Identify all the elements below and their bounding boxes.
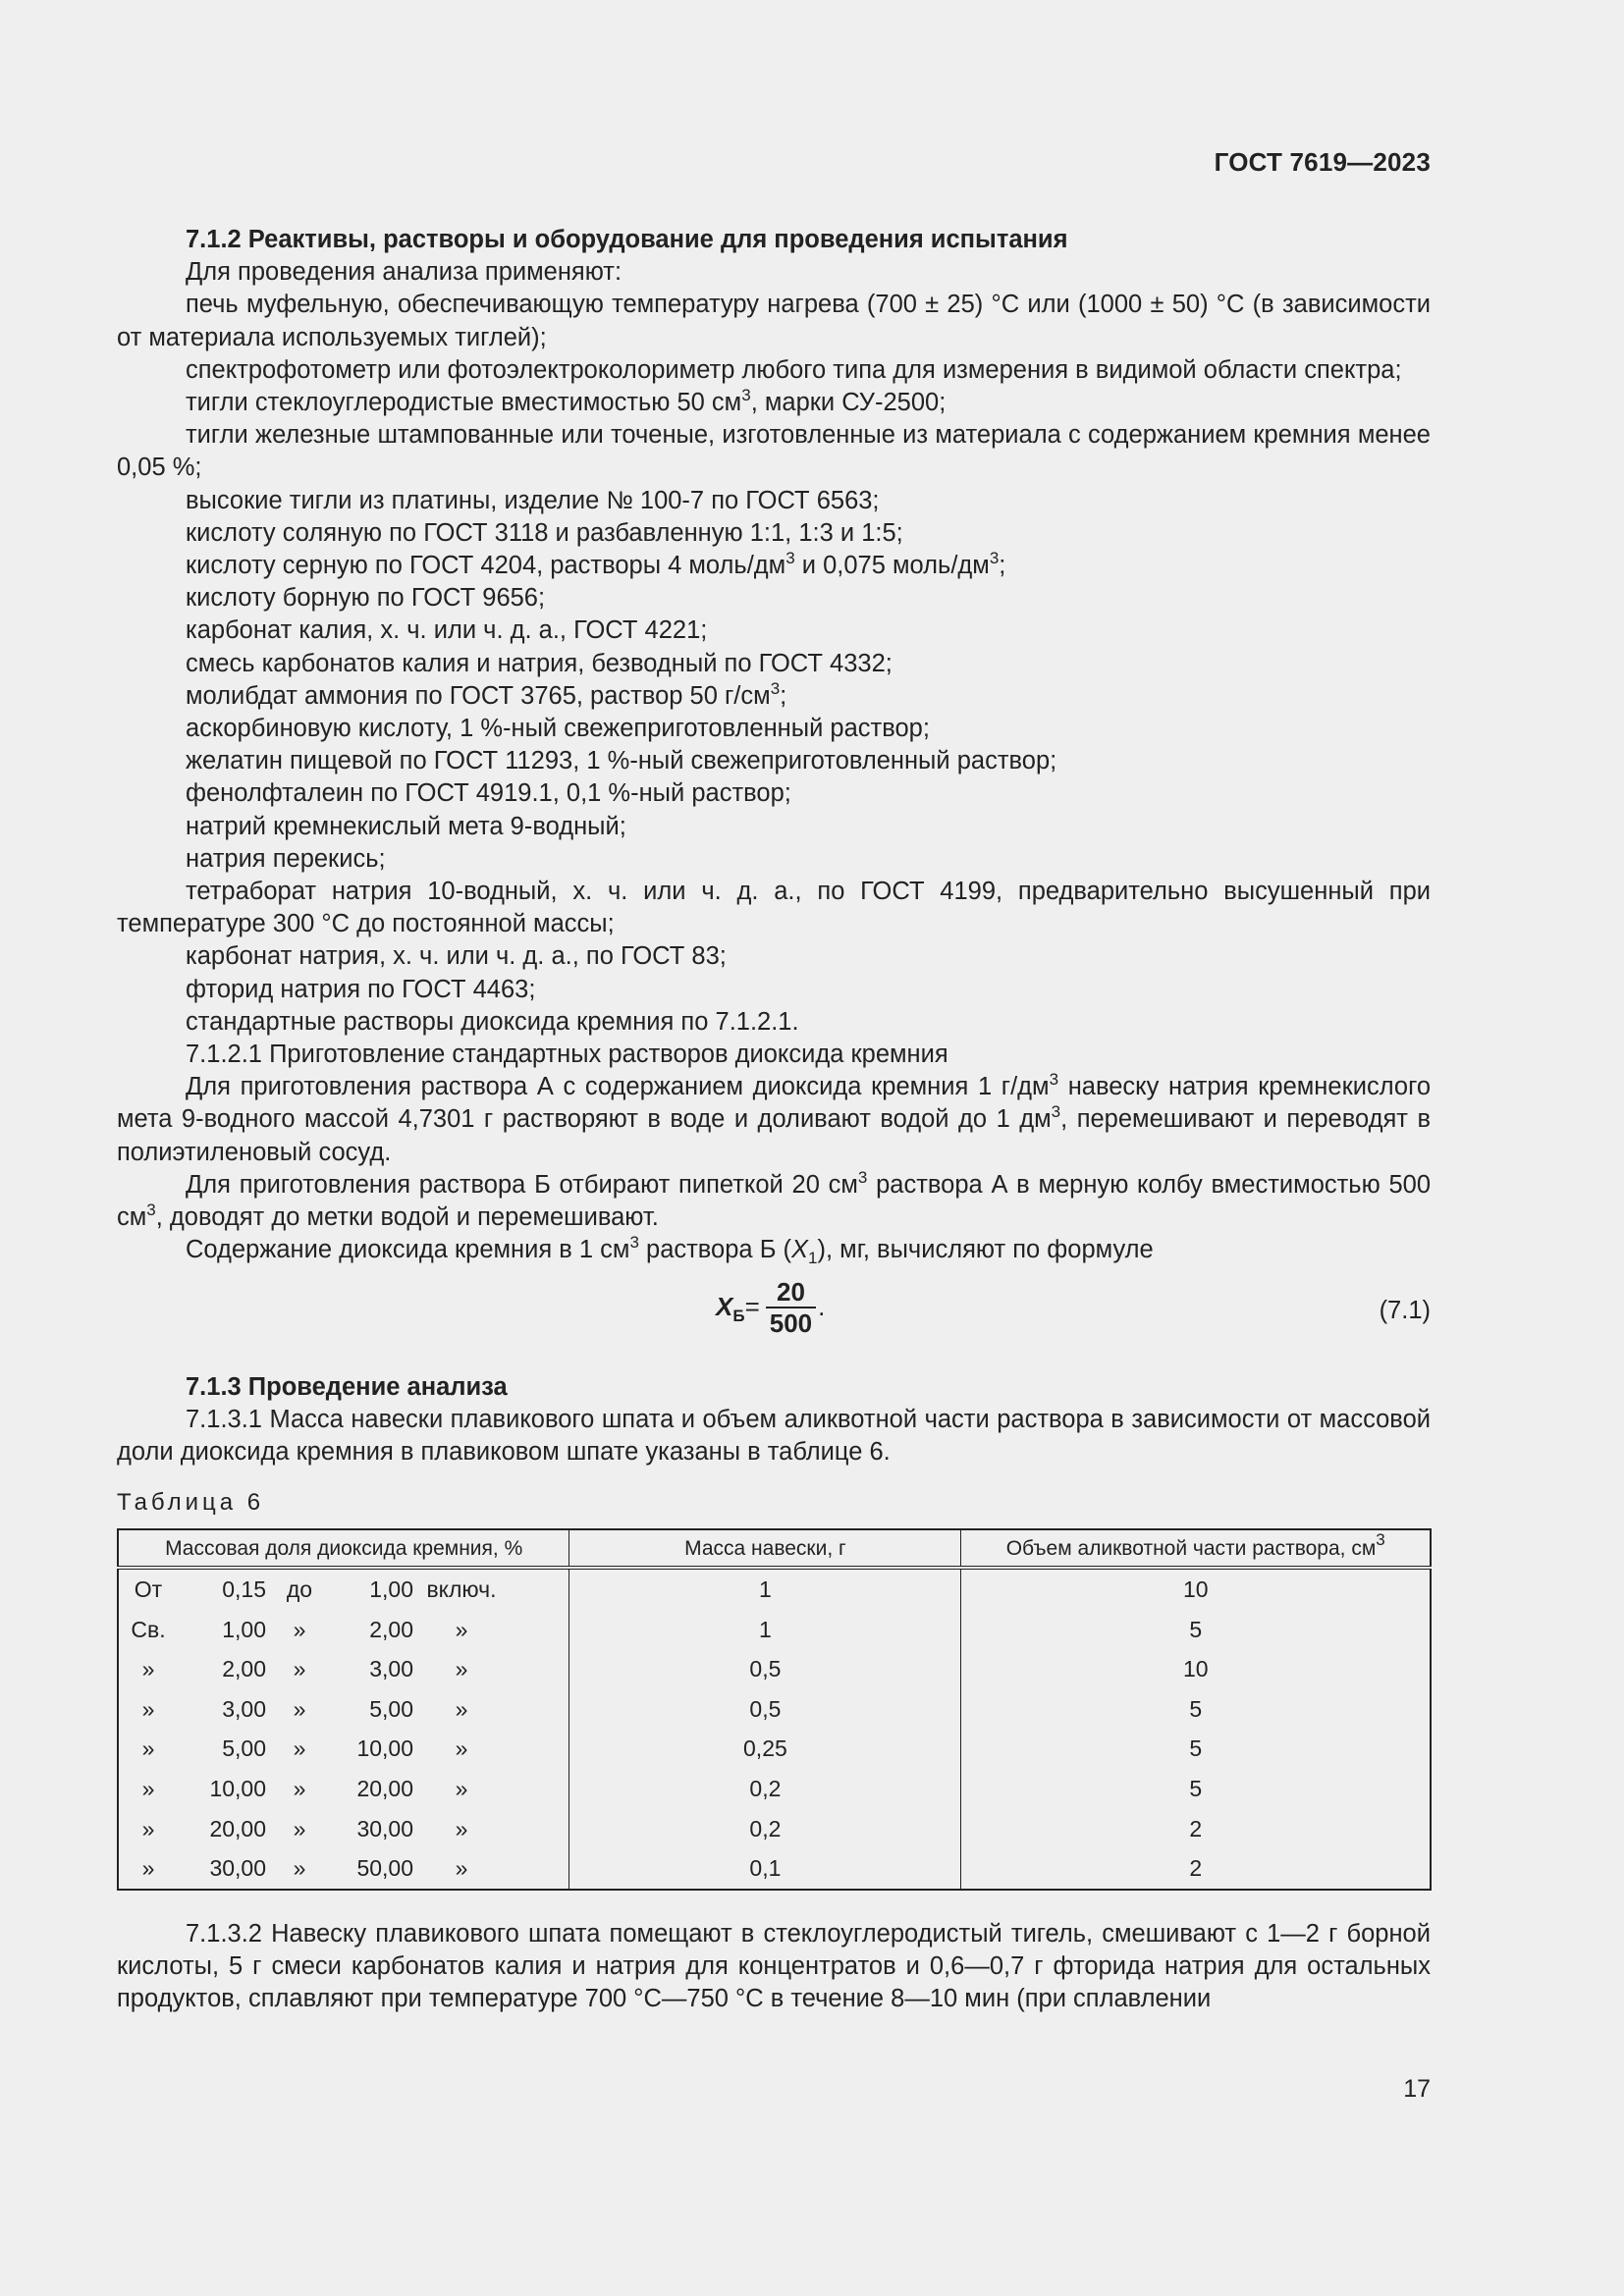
range-to-word: » — [293, 1656, 306, 1682]
table-row — [118, 1610, 1431, 1650]
list-item: аскорбиновую кислоту, 1 %-ный свежеприготовленный раствор; — [186, 715, 930, 743]
cell-mass-fraction-range — [118, 1650, 569, 1690]
table-body — [118, 1568, 1431, 1890]
range-from: 20,00 — [209, 1815, 266, 1842]
list-item: стандартные растворы диоксида кремния по 7.1.2.1. — [186, 1007, 799, 1036]
cell-sample-mass: 0,5 — [569, 1689, 961, 1730]
range-prefix: » — [141, 1855, 155, 1882]
list-item: карбонат натрия, х. ч. или ч. д. а., по ГОСТ 83; — [186, 942, 727, 971]
range-to-word: » — [293, 1735, 306, 1762]
formula-numerator: 20 — [776, 1276, 805, 1307]
cell-sample-mass: 1 — [569, 1610, 961, 1650]
section-heading-7-1-2-1: 7.1.2.1 Приготовление стандартных растворов диоксида кремния — [186, 1041, 948, 1069]
cell-sample-mass: 0,25 — [569, 1730, 961, 1770]
paragraph-intro: Для проведения анализа применяют: — [186, 258, 623, 287]
range-suffix: включ. — [426, 1576, 497, 1602]
range-to-word: » — [293, 1855, 306, 1882]
list-item: кислоту серную по ГОСТ 4204, растворы 4 моль/$дм^3$ и 0,075 моль/$дм^3$; — [186, 549, 1006, 580]
cell-aliquot-volume: 5 — [961, 1610, 1431, 1650]
list-item: молибдат аммония по ГОСТ 3765, раствор 50 $г/см^3$; — [186, 678, 787, 710]
formula-period: . — [818, 1291, 826, 1321]
range-from: 1,00 — [222, 1616, 266, 1642]
cell-mass-fraction-range — [118, 1809, 569, 1849]
range-to-word: до — [286, 1576, 313, 1602]
paragraph-7-1-3-1: 7.1.3.1 Масса навески плавикового шпата и объем аликвотной части раствора в зависимости от массовой доли диоксида кремния в плавиковом шпате указаны в таблице 6. — [117, 1405, 1431, 1466]
range-to: 10,00 — [356, 1735, 413, 1762]
list-item: кислоту борную по ГОСТ 9656; — [186, 584, 546, 613]
range-to: 1,00 — [369, 1576, 413, 1602]
cell-aliquot-volume: 10 — [961, 1568, 1431, 1610]
paragraph-solution-b: Для приготовления раствора Б отбирают пипеткой 20 $см^3$ раствора А в мерную колбу вместимостью 500 $см^3$, доводят до метки водой и перемешивают. — [117, 1167, 1431, 1232]
table-row — [118, 1730, 1431, 1770]
range-prefix: » — [141, 1656, 155, 1682]
range-to: 2,00 — [369, 1616, 413, 1642]
formula-7-1 — [117, 1273, 1431, 1350]
list-item: печь муфельную, обеспечивающую температуру нагрева (700 ± 25) °С или (1000 ± 50) °С (в зависимости от материала используемых тиглей); — [117, 291, 1431, 351]
list-item: тетраборат натрия 10-водный, х. ч. или ч. д. а., по ГОСТ 4199, предварительно высушенный при температуре 300 °С до постоянной массы; — [117, 878, 1431, 938]
range-suffix: » — [455, 1735, 468, 1762]
cell-mass-fraction-range — [118, 1848, 569, 1890]
cell-aliquot-volume: 10 — [961, 1650, 1431, 1690]
paragraph-7-1-3-2: 7.1.3.2 Навеску плавикового шпата помещают в стеклоуглеродистый тигель, смешивают с 1—2 г борной кислоты, 5 г смеси карбонатов калия и натрия для концентратов и 0,6—0,7 г фторида натрия для остальных продуктов, сплавляют при температуре 700 °С—750 °С в течение 8—10 мин (при сплавлении — [117, 1920, 1431, 2013]
list-item: фторид натрия по ГОСТ 4463; — [186, 975, 536, 1003]
list-item: спектрофотометр или фотоэлектроколориметр любого типа для измерения в видимой области спектра; — [186, 355, 1402, 384]
list-item: тигли железные штампованные или точеные, изготовленные из материала с содержанием кремния менее 0,05 %; — [117, 421, 1431, 482]
range-suffix: » — [455, 1815, 468, 1842]
range-prefix: Св. — [131, 1616, 166, 1642]
table-header-sample-mass: Масса навески, г — [569, 1529, 961, 1568]
cell-mass-fraction-range — [118, 1568, 569, 1610]
list-item: карбонат калия, х. ч. или ч. д. а., ГОСТ 4221; — [186, 616, 708, 645]
range-prefix: » — [141, 1775, 155, 1801]
cell-mass-fraction-range — [118, 1730, 569, 1770]
range-from: 3,00 — [222, 1695, 266, 1722]
range-to: 50,00 — [356, 1855, 413, 1882]
range-to: 30,00 — [356, 1815, 413, 1842]
range-to: 3,00 — [369, 1656, 413, 1682]
list-item: натрия перекись; — [186, 844, 386, 873]
list-item: смесь карбонатов калия и натрия, безводный по ГОСТ 4332; — [186, 649, 893, 677]
cell-sample-mass: 0,2 — [569, 1809, 961, 1849]
cell-mass-fraction-range — [118, 1769, 569, 1809]
formula-number: (7.1) — [1379, 1296, 1431, 1324]
formula-expression — [716, 1277, 825, 1338]
list-item: фенолфталеин по ГОСТ 4919.1, 0,1 %-ный раствор; — [186, 779, 791, 808]
document-code: ГОСТ 7619—2023 — [1214, 147, 1431, 177]
section-heading-7-1-3: 7.1.3 Проведение анализа — [186, 1372, 508, 1401]
range-to-word: » — [293, 1775, 306, 1801]
list-item: тигли стеклоуглеродистые вместимостью 50 $см^3$, марки СУ-2500; — [186, 386, 947, 417]
cell-aliquot-volume: 5 — [961, 1769, 1431, 1809]
range-to: 20,00 — [356, 1775, 413, 1801]
table-row — [118, 1769, 1431, 1809]
range-prefix: » — [141, 1695, 155, 1722]
formula-equals: = — [744, 1291, 760, 1321]
table-row — [118, 1689, 1431, 1730]
range-suffix: » — [455, 1855, 468, 1882]
range-prefix: От — [134, 1576, 163, 1602]
cell-aliquot-volume: 2 — [961, 1848, 1431, 1890]
range-suffix: » — [455, 1616, 468, 1642]
paragraph-content-formula: Содержание диоксида кремния в 1 $см^3$ раствора Б $(X_1)$, мг, вычисляют по формуле — [186, 1233, 1154, 1268]
formula-lhs: $X_Б$ — [716, 1291, 745, 1325]
range-from: 0,15 — [222, 1576, 266, 1602]
table-header-row — [118, 1529, 1431, 1568]
range-from: 10,00 — [209, 1775, 266, 1801]
cell-sample-mass: 0,2 — [569, 1769, 961, 1809]
range-to-word: » — [293, 1695, 306, 1722]
table-header-aliquot-volume: Объем аликвотной части раствора, $см^3$ — [961, 1529, 1431, 1568]
list-item: кислоту соляную по ГОСТ 3118 и разбавленную 1:1, 1:3 и 1:5; — [186, 518, 903, 547]
formula-fraction — [766, 1277, 816, 1338]
range-to: 5,00 — [369, 1695, 413, 1722]
document-body — [117, 224, 1431, 2016]
cell-aliquot-volume: 5 — [961, 1730, 1431, 1770]
table-caption: Таблица 6 — [117, 1489, 265, 1517]
cell-sample-mass: 0,1 — [569, 1848, 961, 1890]
table-6 — [117, 1528, 1432, 1891]
list-item: высокие тигли из платины, изделие № 100-7 по ГОСТ 6563; — [186, 486, 880, 514]
table-row — [118, 1848, 1431, 1890]
table-header-mass-fraction: Массовая доля диоксида кремния, % — [118, 1529, 569, 1568]
range-from: 30,00 — [209, 1855, 266, 1882]
list-item: желатин пищевой по ГОСТ 11293, 1 %-ный свежеприготовленный раствор; — [186, 747, 1057, 775]
range-to-word: » — [293, 1815, 306, 1842]
range-prefix: » — [141, 1735, 155, 1762]
table-row — [118, 1809, 1431, 1849]
cell-mass-fraction-range — [118, 1610, 569, 1650]
cell-mass-fraction-range — [118, 1689, 569, 1730]
formula-denominator: 500 — [766, 1307, 816, 1338]
table-row — [118, 1568, 1431, 1610]
cell-sample-mass: 0,5 — [569, 1650, 961, 1690]
range-suffix: » — [455, 1695, 468, 1722]
range-suffix: » — [455, 1775, 468, 1801]
range-prefix: » — [141, 1815, 155, 1842]
range-to-word: » — [293, 1616, 306, 1642]
cell-sample-mass: 1 — [569, 1568, 961, 1610]
section-heading-7-1-2: 7.1.2 Реактивы, растворы и оборудование для проведения испытания — [186, 226, 1068, 253]
list-item: натрий кремнекислый мета 9-водный; — [186, 812, 626, 840]
range-from: 2,00 — [222, 1656, 266, 1682]
cell-aliquot-volume: 2 — [961, 1809, 1431, 1849]
table-row — [118, 1650, 1431, 1690]
paragraph-solution-a: Для приготовления раствора А с содержанием диоксида кремния 1 $г/дм^3$ навеску натрия кремнекислого мета 9-водного массой 4,7301 г растворяют в воде и доливают водой до 1 $дм^3$, перемешивают и переводят в полиэтиленовый сосуд. — [117, 1070, 1431, 1166]
range-from: 5,00 — [222, 1735, 266, 1762]
cell-aliquot-volume: 5 — [961, 1689, 1431, 1730]
range-suffix: » — [455, 1656, 468, 1682]
page-number: 17 — [1403, 2075, 1431, 2103]
